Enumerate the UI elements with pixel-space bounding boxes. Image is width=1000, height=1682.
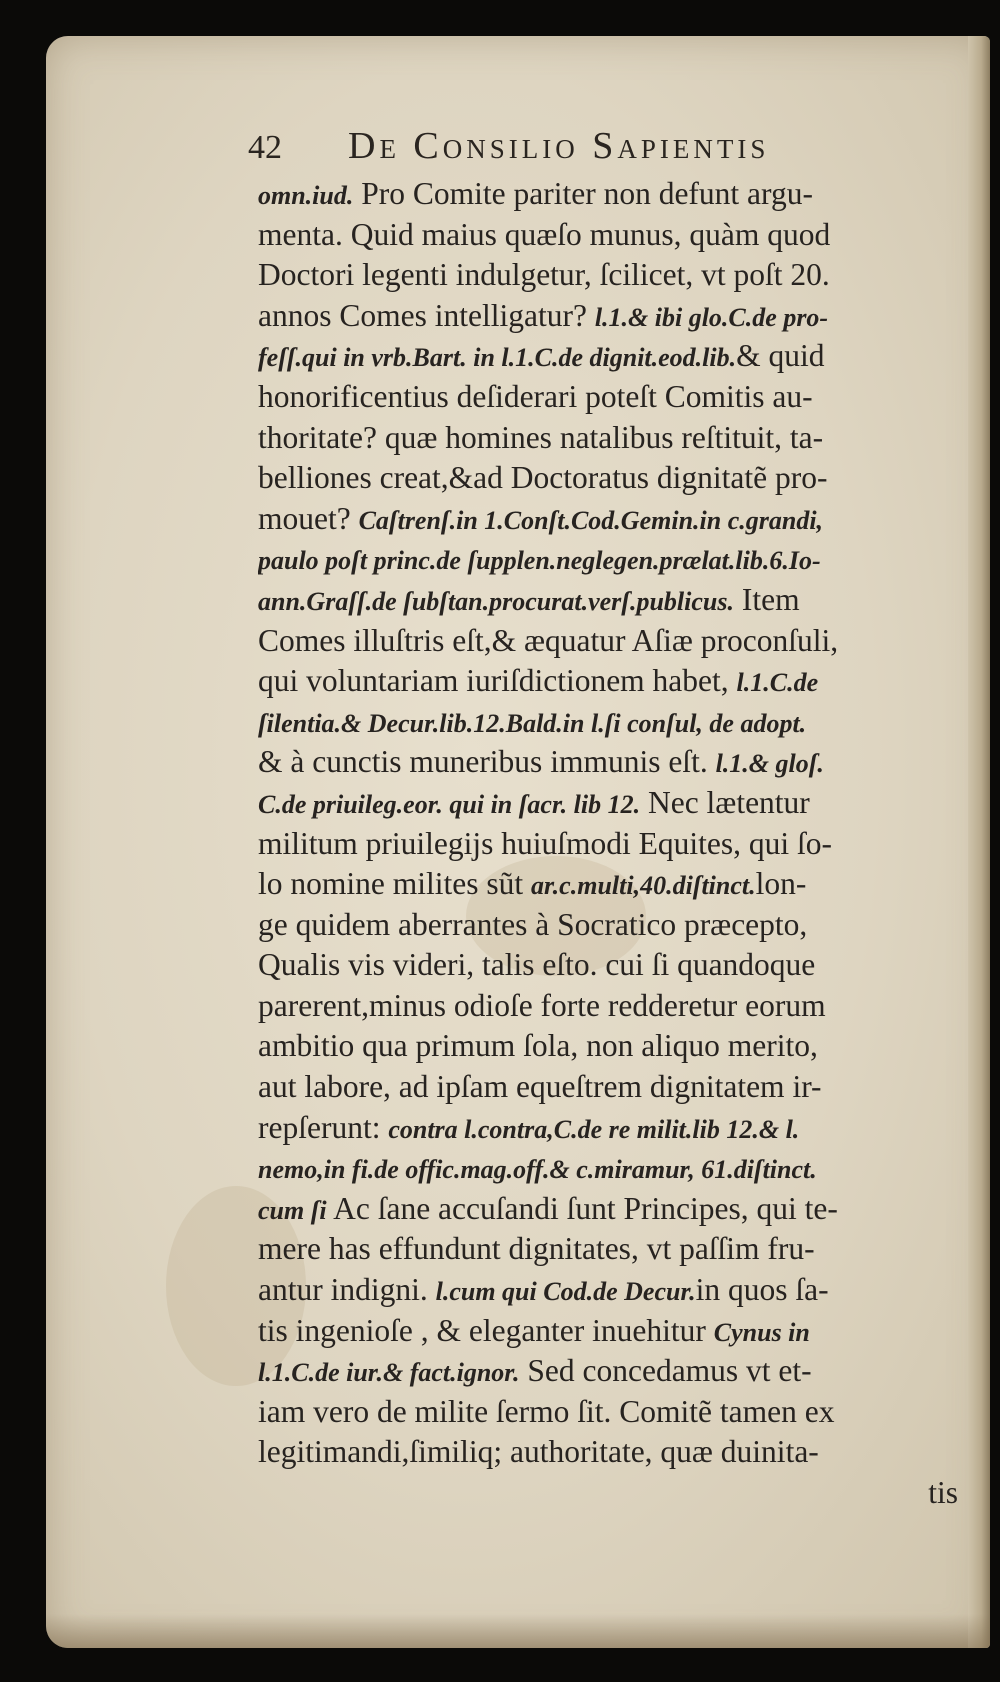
body-text-run: legitimandi,ſimiliq; authoritate, quæ duinita- xyxy=(258,1434,819,1470)
text-line xyxy=(258,824,958,865)
text-line xyxy=(258,418,958,459)
text-line xyxy=(258,986,958,1027)
body-text-run: Doctori legenti indulgetur, ſcilicet, vt poſt 20. xyxy=(258,257,830,293)
body-text xyxy=(258,174,958,1514)
body-text-run: mouet? xyxy=(258,500,359,536)
body-text-run: aut labore, ad ipſam equeſtrem dignitatem ir- xyxy=(258,1069,822,1105)
citation-text: C.de priuileg.eor. qui in ſacr. lib 12. xyxy=(258,789,641,819)
citation-text: l.1.& ibi glo.C.de pro- xyxy=(594,302,829,332)
citation-text: l.cum qui Cod.de Decur. xyxy=(435,1277,696,1307)
text-line xyxy=(258,458,958,499)
text-line xyxy=(258,783,958,824)
page-edge xyxy=(968,36,990,1648)
body-text-run: militum priuilegijs huiuſmodi Equites, qui ſo- xyxy=(258,825,832,861)
text-line xyxy=(258,580,958,621)
citation-text: Cynus in xyxy=(713,1317,810,1347)
text-line xyxy=(258,1148,958,1189)
body-text-run: Comes illuſtris eſt,& æquatur Aſiæ proconſuli, xyxy=(258,622,839,658)
page-number: 42 xyxy=(248,129,282,166)
body-text-run: lo nomine milites sũt xyxy=(258,866,531,902)
text-line xyxy=(258,215,958,256)
body-text-run: lon- xyxy=(755,866,807,902)
body-text-run: antur indigni. xyxy=(258,1272,436,1308)
body-text-run: Nec lætentur xyxy=(640,784,810,820)
text-line xyxy=(258,905,958,946)
body-text-run: menta. Quid maius quæſo munus, quàm quod xyxy=(258,216,831,252)
body-text-run: Item xyxy=(733,581,800,617)
text-line xyxy=(258,702,958,743)
text-line xyxy=(258,945,958,986)
running-head xyxy=(248,124,948,174)
text-line xyxy=(258,1026,958,1067)
book-page xyxy=(46,36,990,1648)
citation-text: ar.c.multi,40.diſtinct. xyxy=(531,871,756,901)
text-line xyxy=(258,539,958,580)
citation-text: l.1.C.de iur.& fact.ignor. xyxy=(258,1358,520,1388)
body-text-run: & quid xyxy=(736,338,825,374)
text-line xyxy=(258,661,958,702)
citation-text: paulo poſt princ.de ſupplen.neglegen.prælat.lib.6.Io- xyxy=(258,546,821,576)
citation-text: nemo,in fi.de offic.mag.off.& c.miramur, 61.diſtinct. xyxy=(258,1155,817,1185)
text-line xyxy=(258,499,958,540)
body-text-run: qui voluntariam iuriſdictionem habet, xyxy=(258,663,737,699)
body-text-run: Sed concedamus vt et- xyxy=(519,1353,812,1389)
text-line xyxy=(258,621,958,662)
running-title: De Consilio Sapientis xyxy=(348,125,770,167)
text-line xyxy=(258,255,958,296)
text-line xyxy=(258,1351,958,1392)
text-line xyxy=(258,1067,958,1108)
text-line xyxy=(258,174,958,215)
body-text-run: ge quidem aberrantes à Socratico præcepto, xyxy=(258,906,808,942)
body-text-run: repſerunt: xyxy=(258,1109,389,1145)
text-line xyxy=(258,1392,958,1433)
text-line xyxy=(258,1473,958,1514)
body-text-run: honorificentius deſiderari poteſt Comitis au- xyxy=(258,378,813,414)
body-text-run: belliones creat,&ad Doctoratus dignitatẽ pro- xyxy=(258,460,828,496)
text-line xyxy=(258,1432,958,1473)
citation-text: ſilentia.& Decur.lib.12.Bald.in l.ſi conſul, de adopt. xyxy=(258,708,807,738)
citation-text: feſſ.qui in vrb.Bart. in l.1.C.de dignit.eod.lib. xyxy=(258,343,737,373)
text-line xyxy=(258,864,958,905)
body-text-run: tis ingenioſe , & eleganter inuehitur xyxy=(258,1312,714,1348)
body-text-run: tis xyxy=(928,1475,958,1510)
text-line xyxy=(258,1229,958,1270)
text-line xyxy=(258,336,958,377)
text-line xyxy=(258,296,958,337)
citation-text: l.1.& gloſ. xyxy=(715,749,824,779)
body-text-run: annos Comes intelligatur? xyxy=(258,297,595,333)
body-text-run: thoritate? quæ homines natalibus reſtituit, ta- xyxy=(258,419,824,455)
body-text-run: Ac ſane accuſandi ſunt Principes, qui te- xyxy=(333,1190,838,1226)
body-text-run: in quos ſa- xyxy=(695,1272,829,1308)
body-text-run: & à cunctis muneribus immunis eſt. xyxy=(258,744,716,780)
text-line xyxy=(258,1270,958,1311)
citation-text: Caſtrenſ.in 1.Conſt.Cod.Gemin.in c.grandi, xyxy=(358,505,824,535)
citation-text: omn.iud. xyxy=(258,181,354,210)
body-text-run: mere has effundunt dignitates, vt paſſim fru- xyxy=(258,1231,815,1267)
citation-text: l.1.C.de xyxy=(736,668,819,698)
citation-text: ann.Graſſ.de ſubſtan.procurat.verſ.publicus. xyxy=(258,586,734,616)
body-text-run: parerent,minus odioſe forte redderetur eorum xyxy=(258,987,826,1023)
text-line xyxy=(258,1311,958,1352)
text-line xyxy=(258,377,958,418)
text-line xyxy=(258,742,958,783)
citation-text: cum ſi xyxy=(258,1195,334,1225)
text-line xyxy=(258,1108,958,1149)
text-line xyxy=(258,1189,958,1230)
body-text-run: iam vero de milite ſermo ſit. Comitẽ tamen ex xyxy=(258,1393,835,1429)
page-bottom-shadow xyxy=(46,1614,990,1648)
citation-text: contra l.contra,C.de re milit.lib 12.& l. xyxy=(388,1114,800,1144)
body-text-run: Qualis vis videri, talis eſto. cui ſi quandoque xyxy=(258,947,816,983)
body-text-run: Pro Comite pariter non defunt argu- xyxy=(353,176,813,211)
body-text-run: ambitio qua primum ſola, non aliquo merito, xyxy=(258,1028,818,1064)
